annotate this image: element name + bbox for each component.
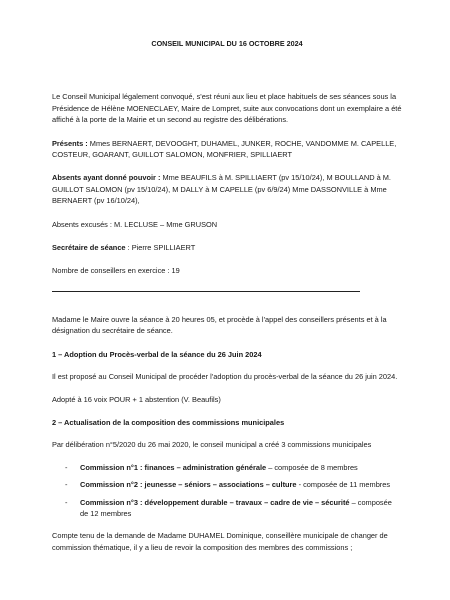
commission-members: - composée de 11 membres bbox=[296, 480, 391, 490]
section-2-title: 2 – Actualisation de la composition des commissions municipales bbox=[52, 417, 285, 427]
ouverture-paragraph: Madame le Maire ouvre la séance à 20 heures 05, et procède à l'appel des conseillers présents et à la désignation du secrétaire de séance. bbox=[52, 314, 387, 336]
secretaire-label: Secrétaire de séance bbox=[52, 243, 126, 253]
horizontal-rule bbox=[52, 291, 360, 292]
commission-name: Commission n°3 : développement durable – travaux – cadre de vie – sécurité bbox=[80, 497, 350, 507]
commission-members: – composée de 12 membres bbox=[80, 497, 392, 518]
list-dash: - bbox=[65, 497, 68, 507]
absents-pouvoir-paragraph bbox=[52, 172, 402, 206]
secretaire-paragraph bbox=[52, 242, 402, 253]
document-title: CONSEIL MUNICIPAL DU 16 OCTOBRE 2024 bbox=[151, 39, 303, 48]
absents-pouvoir-list: Mme BEAUFILS à M. SPILLIAERT (pv 15/10/24), M BOULLAND à M. GUILLOT SALOMON (pv 15/10/24), M DALLY à M CAPELLE (pv 6/9/24) Mme DASSONVILLE à Mme BERNAERT (pv 16/10/24), bbox=[52, 173, 391, 206]
section-1-title: 1 – Adoption du Procès-verbal de la séance du 26 Juin 2024 bbox=[52, 349, 262, 359]
secretaire-name: : Pierre SPILLIAERT bbox=[125, 243, 196, 253]
section-2-closing: Compte tenu de la demande de Madame DUHAMEL Dominique, conseillère municipale de changer de commission thématique, il y a lieu de revoir la composition des membres des commissions ; bbox=[52, 531, 388, 552]
list-dash: - bbox=[65, 480, 68, 490]
commission-item bbox=[52, 479, 402, 490]
commission-name: Commission n°2 : jeunesse – séniors – associations – culture bbox=[80, 480, 297, 490]
intro-paragraph: Le Conseil Municipal légalement convoqué, s'est réuni aux lieu et place habituels de ses séances sous la Présidence de Hélène MOENECLAEY, Maire de Lompret, suite aux convocations dont un exemplaire a été affiché à la porte de la Mairie et un second au registre des délibérations. bbox=[52, 92, 402, 125]
absents-pouvoir-label: Absents ayant donné pouvoir : bbox=[52, 173, 161, 183]
section-2-text: Par délibération n°5/2020 du 26 mai 2020, le conseil municipal a créé 3 commissions municipales bbox=[52, 440, 372, 450]
presents-list: Mmes BERNAERT, DEVOOGHT, DUHAMEL, JUNKER, ROCHE, VANDOMME M. CAPELLE, COSTEUR, GOARANT, GUILLOT SALOMON, MONFRIER, SPILLIAERT bbox=[52, 138, 397, 160]
presents-label: Présents : bbox=[52, 138, 88, 148]
commission-members: – composée de 8 membres bbox=[266, 462, 358, 472]
nombre-conseillers-paragraph: Nombre de conseillers en exercice : 19 bbox=[52, 266, 180, 276]
commission-name: Commission n°1 : finances – administration générale bbox=[80, 462, 267, 472]
presents-paragraph bbox=[52, 138, 402, 161]
commissions-list bbox=[52, 462, 402, 520]
list-dash: - bbox=[65, 462, 68, 472]
section-1-vote: Adopté à 16 voix POUR + 1 abstention (V. Beaufils) bbox=[52, 394, 221, 404]
absents-excuses-paragraph: Absents excusés : M. LECLUSE – Mme GRUSON bbox=[52, 219, 218, 229]
commission-item bbox=[52, 462, 402, 473]
commission-item bbox=[52, 497, 402, 520]
section-1-text: Il est proposé au Conseil Municipal de procéder l'adoption du procès-verbal de la séance du 26 juin 2024. bbox=[52, 372, 398, 382]
